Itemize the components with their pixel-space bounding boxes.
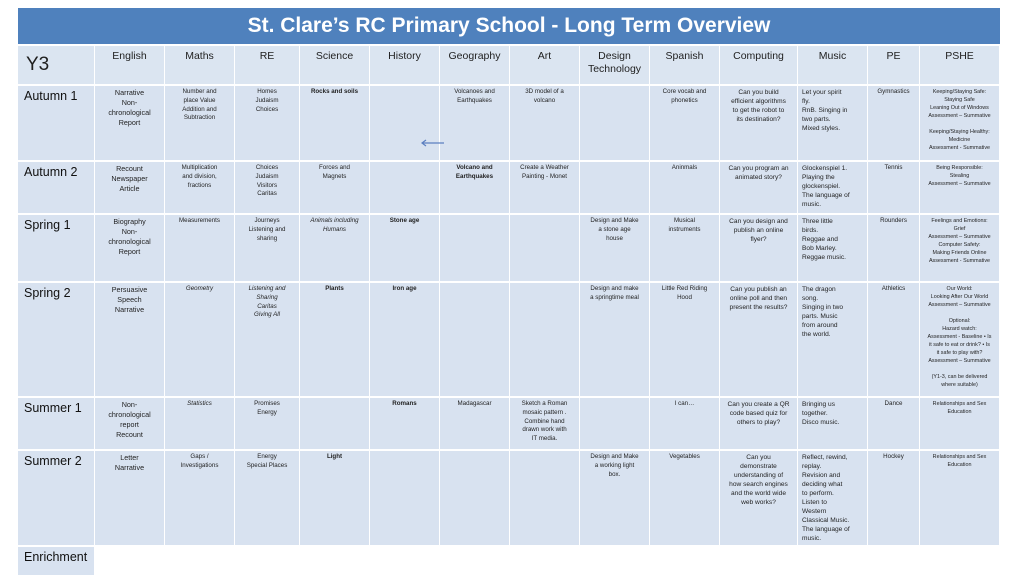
cell-text: Create a Weather Painting - Monet <box>520 164 569 180</box>
cell-text: Can you publish an online poll and then present the results? <box>729 286 788 311</box>
cell-text: Rocks and soils <box>310 88 359 95</box>
cell-summer-2-science <box>300 451 370 547</box>
cell-text: Romans <box>392 400 417 407</box>
cell-spring-2-computing <box>720 283 798 398</box>
term-row-autumn-1 <box>18 86 1000 162</box>
cell-spring-1-computing <box>720 215 798 283</box>
cell-autumn-1-design-technology <box>580 86 650 162</box>
cell-summer-2-art <box>510 451 580 547</box>
cell-text: Tennis <box>884 164 903 171</box>
cell-summer-2-maths <box>165 451 235 547</box>
cell-text: Forces and Magnets <box>319 164 350 180</box>
cell-text: Design and make a springtime meal <box>590 285 639 301</box>
cell-summer-1-maths <box>165 398 235 451</box>
cell-enrichment-history <box>370 547 440 577</box>
subject-header-pe <box>868 46 920 86</box>
cell-autumn-2-computing <box>720 162 798 215</box>
cell-text: Vegetables <box>669 453 700 460</box>
cell-spring-1-music <box>798 215 868 283</box>
cell-summer-1-pshe <box>920 398 1000 451</box>
cell-autumn-2-pe <box>868 162 920 215</box>
cell-summer-2-spanish <box>650 451 720 547</box>
cell-text: Volcano and Earthquakes <box>455 164 494 180</box>
subject-header-science <box>300 46 370 86</box>
cell-autumn-1-art <box>510 86 580 162</box>
cell-enrichment-re <box>235 547 300 577</box>
subject-header-label: Computing <box>733 50 784 62</box>
cell-text: Little Red Riding Hood <box>661 285 708 301</box>
subject-header-label: Art <box>537 50 552 62</box>
cell-enrichment-computing <box>720 547 798 577</box>
cell-text: Recount Newspaper Article <box>111 164 148 193</box>
cell-spring-2-pe <box>868 283 920 398</box>
cell-autumn-2-science <box>300 162 370 215</box>
cell-summer-1-computing <box>720 398 798 451</box>
term-row-autumn-2 <box>18 162 1000 215</box>
cell-text: 3D model of a volcano <box>525 88 564 104</box>
cell-spring-2-pshe <box>920 283 1000 398</box>
cell-summer-1-geography <box>440 398 510 451</box>
cell-enrichment-spanish <box>650 547 720 577</box>
cell-text: Athletics <box>881 285 906 292</box>
term-label: Summer 1 <box>18 398 95 451</box>
cell-spring-1-pe <box>868 215 920 283</box>
cell-summer-2-history <box>370 451 440 547</box>
cell-autumn-2-pshe <box>920 162 1000 215</box>
cell-summer-1-pe <box>868 398 920 451</box>
term-label: Autumn 1 <box>18 86 95 162</box>
cell-spring-1-maths <box>165 215 235 283</box>
cell-text: Gymnastics <box>877 88 910 95</box>
cell-text: Musical instruments <box>668 217 701 233</box>
subject-header-label: History <box>388 50 421 62</box>
cell-text: Number and place Value Addition and Subtraction <box>182 88 217 122</box>
arrow-left-icon <box>420 139 444 147</box>
subject-header-label: Science <box>315 50 354 62</box>
cell-autumn-1-geography <box>440 86 510 162</box>
term-row-summer-2 <box>18 451 1000 547</box>
cell-spring-1-english <box>95 215 165 283</box>
cell-text: The dragon song. Singing in two parts. Music from around the world. <box>802 286 844 338</box>
cell-text: Dance <box>884 400 903 407</box>
cell-summer-1-science <box>300 398 370 451</box>
cell-summer-1-art <box>510 398 580 451</box>
cell-spring-2-maths <box>165 283 235 398</box>
cell-text: Volcanoes and Earthquakes <box>454 88 495 104</box>
cell-text: Madagascar <box>457 400 492 407</box>
cell-text: Non- chronological report Recount <box>108 400 151 439</box>
cell-autumn-2-geography <box>440 162 510 215</box>
cell-summer-2-pe <box>868 451 920 547</box>
subject-header-design-technology <box>580 46 650 86</box>
subject-header-label: English <box>112 50 147 62</box>
cell-text: Gaps / Investigations <box>180 453 219 469</box>
cell-autumn-1-maths <box>165 86 235 162</box>
term-row-spring-1 <box>18 215 1000 283</box>
cell-autumn-1-pshe <box>920 86 1000 162</box>
subject-header-art <box>510 46 580 86</box>
cell-spring-2-design-technology <box>580 283 650 398</box>
cell-summer-2-re <box>235 451 300 547</box>
cell-summer-2-english <box>95 451 165 547</box>
cell-autumn-1-history <box>370 86 440 162</box>
cell-summer-2-pshe <box>920 451 1000 547</box>
cell-text: Letter Narrative <box>114 453 145 472</box>
cell-text: Relationships and Sex Education <box>932 454 987 468</box>
cell-text: Journeys Listening and sharing <box>248 217 286 242</box>
term-label: Spring 1 <box>18 215 95 283</box>
cell-spring-2-geography <box>440 283 510 398</box>
subject-header-re <box>235 46 300 86</box>
cell-text: Can you design and publish an online flyer? <box>729 218 788 243</box>
cell-text: Biography Non- chronological Report <box>108 217 151 256</box>
cell-text: Reflect, rewind, replay. Revision and deciding what to perform. Listen to Western Classical Music. The language of music. <box>802 454 850 542</box>
cell-autumn-2-music <box>798 162 868 215</box>
cell-summer-1-spanish <box>650 398 720 451</box>
cell-text: Narrative Non- chronological Report <box>108 88 151 127</box>
cell-summer-2-computing <box>720 451 798 547</box>
subject-header-english <box>95 46 165 86</box>
cell-text: Aninmals <box>671 164 698 171</box>
cell-spring-1-geography <box>440 215 510 283</box>
page-title: St. Clare’s RC Primary School - Long Term Overview <box>18 8 1000 44</box>
cell-autumn-2-re <box>235 162 300 215</box>
cell-spring-2-history <box>370 283 440 398</box>
subject-header-label: Geography <box>448 50 501 62</box>
cell-text: Feelings and Emotions: Grief Assessment – Summative Computer Safety: Making Friends Online Assessment - Summative <box>928 218 991 264</box>
cell-autumn-1-science <box>300 86 370 162</box>
term-row-enrichment <box>18 547 1000 577</box>
cell-autumn-1-computing <box>720 86 798 162</box>
cell-text: Core vocab and phonetics <box>662 88 707 104</box>
cell-text: I can… <box>674 400 695 407</box>
cell-summer-2-design-technology <box>580 451 650 547</box>
cell-text: Keeping/Staying Safe: Staying Safe Leaning Out of Windows Assessment – Summative Keeping/Staying Healthy: Medicine Assessment - Summative <box>928 89 991 151</box>
subject-header-pshe <box>920 46 1000 86</box>
cell-text: Multiplication and division, fractions <box>181 164 218 189</box>
cell-text: Design and Make a working light box. <box>590 453 639 478</box>
term-row-spring-2 <box>18 283 1000 398</box>
cell-enrichment-music <box>798 547 868 577</box>
cell-text: Statistics <box>187 400 212 407</box>
term-label: Spring 2 <box>18 283 95 398</box>
subject-header-computing <box>720 46 798 86</box>
cell-autumn-1-english <box>95 86 165 162</box>
cell-text: Promises Energy <box>254 400 280 416</box>
cell-text: Stone age <box>389 217 420 224</box>
cell-autumn-2-spanish <box>650 162 720 215</box>
cell-text: Can you demonstrate understanding of how search engines and the world wide web works? <box>729 454 788 506</box>
cell-spring-1-design-technology <box>580 215 650 283</box>
cell-enrichment-science <box>300 547 370 577</box>
cell-text: Choices Judaism Visitors Caritas <box>255 164 279 198</box>
cell-spring-2-spanish <box>650 283 720 398</box>
cell-spring-1-science <box>300 215 370 283</box>
cell-autumn-1-re <box>235 86 300 162</box>
cell-spring-2-art <box>510 283 580 398</box>
cell-enrichment-pe <box>868 547 920 577</box>
subject-header-label: RE <box>259 50 275 62</box>
cell-text: Design and Make a stone age house <box>590 217 639 242</box>
cell-enrichment-pshe <box>920 547 1000 577</box>
cell-summer-1-music <box>798 398 868 451</box>
cell-text: Listening and Sharing Caritas Giving All <box>248 285 286 319</box>
cell-text: Sketch a Roman mosaic pattern . Combine hand drawn work with IT media. <box>521 400 568 443</box>
cell-text: Bringing us together. Disco music. <box>802 401 840 426</box>
cell-enrichment-maths <box>165 547 235 577</box>
cell-text: Persuasive Speech Narrative <box>111 285 148 314</box>
subject-header-spanish <box>650 46 720 86</box>
term-label: Summer 2 <box>18 451 95 547</box>
cell-text: Iron age <box>392 285 417 292</box>
cell-text: Light <box>326 453 343 460</box>
subject-header-label: Maths <box>185 50 214 62</box>
cell-text: Animals including Humans <box>310 217 359 233</box>
cell-text: Glockenspiel 1. Playing the glockenspiel. The language of music. <box>802 165 850 208</box>
cell-autumn-1-spanish <box>650 86 720 162</box>
cell-autumn-1-pe <box>868 86 920 162</box>
cell-autumn-2-english <box>95 162 165 215</box>
cell-text: Measurements <box>179 217 220 224</box>
cell-text: Our World: Looking After Our World Assessment – Summative Optional: Hazard watch: Assessment - Baseline • Is it safe to eat or drink? • Is it safe to play with? Assessment – Summative (Y1-3, can be delivered where suitable) <box>927 286 992 388</box>
cell-enrichment-english <box>95 547 165 577</box>
cell-enrichment-art <box>510 547 580 577</box>
cell-autumn-1-music <box>798 86 868 162</box>
cell-text: Homes Judaism Choices <box>255 88 279 113</box>
cell-spring-1-art <box>510 215 580 283</box>
cell-spring-2-re <box>235 283 300 398</box>
subject-header-geography <box>440 46 510 86</box>
subject-header-label: Spanish <box>665 50 704 62</box>
cell-spring-2-music <box>798 283 868 398</box>
cell-autumn-2-art <box>510 162 580 215</box>
cell-text: Geometry <box>185 285 214 292</box>
cell-autumn-2-history <box>370 162 440 215</box>
cell-spring-1-re <box>235 215 300 283</box>
subject-header-label: PSHE <box>945 50 974 62</box>
cell-summer-2-geography <box>440 451 510 547</box>
cell-text: Rounders <box>880 217 907 224</box>
cell-summer-1-history <box>370 398 440 451</box>
cell-spring-1-history <box>370 215 440 283</box>
term-label: Enrichment <box>18 547 95 577</box>
cell-autumn-2-design-technology <box>580 162 650 215</box>
subject-header-maths <box>165 46 235 86</box>
cell-text: Hockey <box>883 453 904 460</box>
cell-text: Can you program an animated story? <box>728 165 789 181</box>
year-label: Y3 <box>18 46 95 86</box>
cell-enrichment-design-technology <box>580 547 650 577</box>
cell-summer-1-design-technology <box>580 398 650 451</box>
subject-header-label: Design Technology <box>587 50 642 75</box>
subject-header-music <box>798 46 868 86</box>
cell-text: Three little birds. Reggae and Bob Marley. Reggae music. <box>802 218 846 261</box>
cell-spring-1-pshe <box>920 215 1000 283</box>
cell-text: Plants <box>325 285 344 292</box>
cell-text: Being Responsible: Stealing Assessment – Summative <box>928 165 991 187</box>
cell-spring-2-english <box>95 283 165 398</box>
cell-text: Energy Special Places <box>246 453 288 469</box>
cell-text: Relationships and Sex Education <box>932 401 987 415</box>
cell-text: Can you build efficient algorithms to get the robot to its destination? <box>731 89 786 123</box>
subject-header-history <box>370 46 440 86</box>
subject-header-label: PE <box>886 50 901 62</box>
term-label: Autumn 2 <box>18 162 95 215</box>
cell-summer-1-re <box>235 398 300 451</box>
cell-summer-2-music <box>798 451 868 547</box>
cell-autumn-2-maths <box>165 162 235 215</box>
cell-summer-1-english <box>95 398 165 451</box>
cell-text: Let your spirit fly. RnB. Singing in two parts. Mixed styles. <box>802 89 848 132</box>
subject-header-label: Music <box>818 50 847 62</box>
overview-table <box>18 46 1000 577</box>
cell-spring-2-science <box>300 283 370 398</box>
cell-text: Can you create a QR code based quiz for others to play? <box>727 401 790 426</box>
cell-enrichment-geography <box>440 547 510 577</box>
cell-spring-1-spanish <box>650 215 720 283</box>
term-row-summer-1 <box>18 398 1000 451</box>
